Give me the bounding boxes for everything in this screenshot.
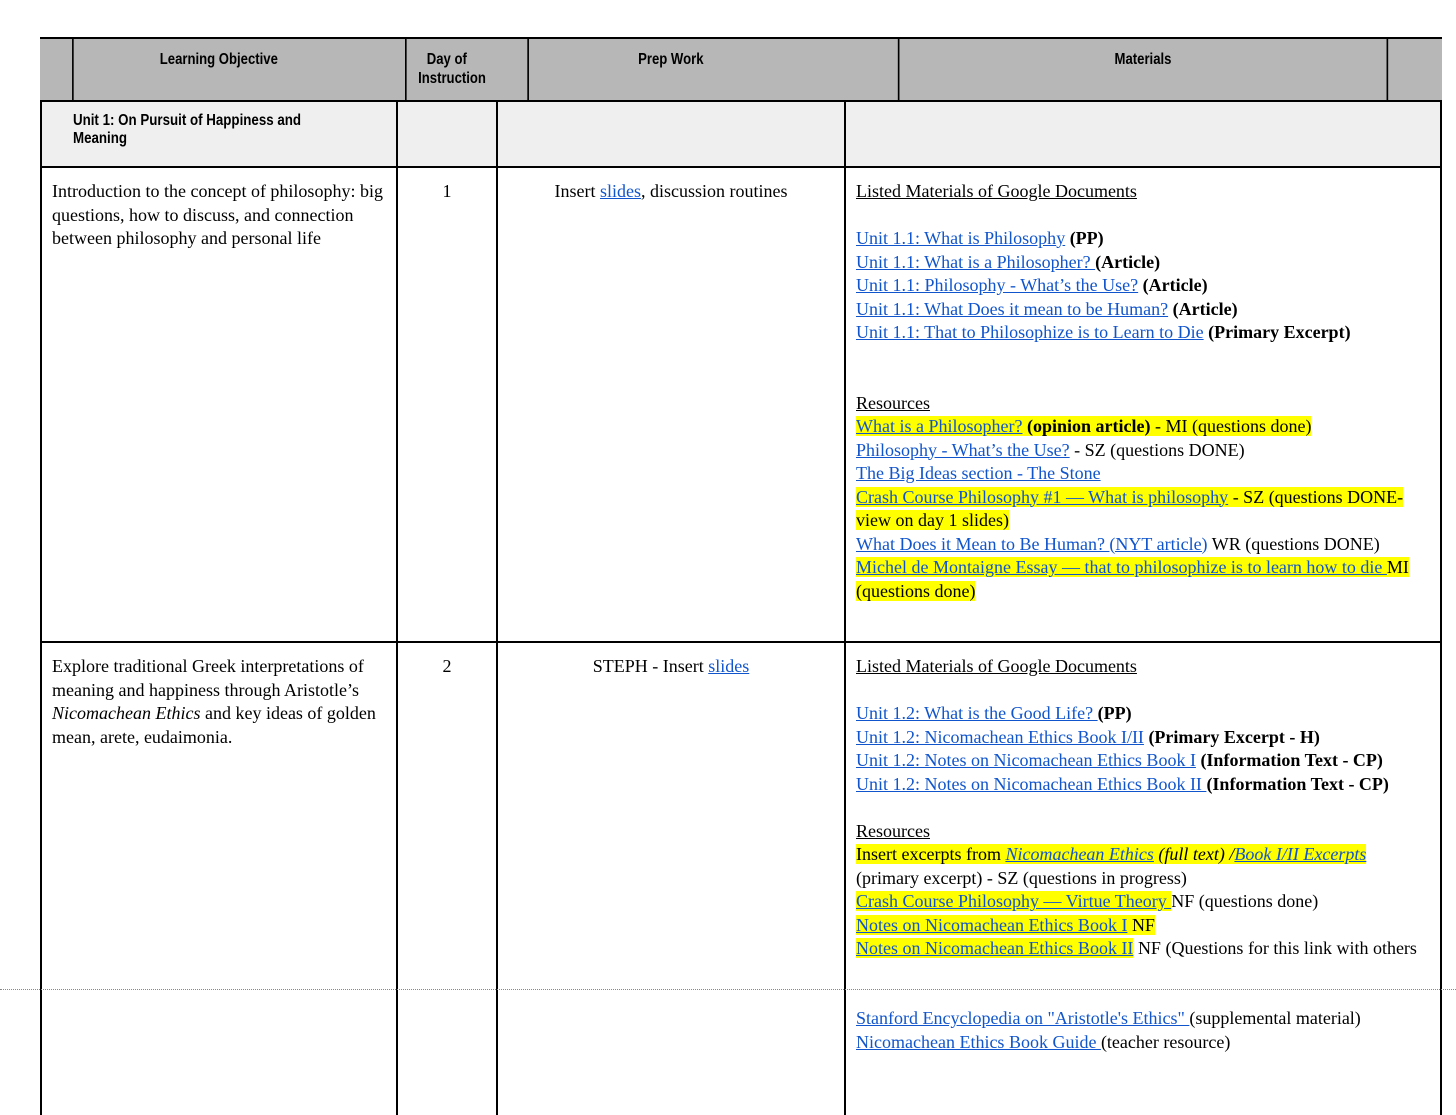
doc-link[interactable]: Unit 1.1: What is a Philosopher?	[856, 251, 1096, 272]
slides-link[interactable]: slides	[708, 656, 750, 676]
doc-item: Unit 1.2: What is the Good Life? (PP)	[856, 703, 1132, 723]
resource-link[interactable]: Nicomachean Ethics	[1005, 844, 1154, 864]
materials-cell	[844, 995, 1442, 1115]
doc-item: Unit 1.1: What is a Philosopher? (Article)	[856, 251, 1161, 272]
resource-link[interactable]: The Big Ideas section - The Stone	[856, 463, 1101, 483]
resource-item: Notes on Nicomachean Ethics Book I NF	[856, 914, 1155, 935]
doc-item: Unit 1.1: Philosophy - What’s the Use? (Article)	[856, 275, 1208, 295]
learning-objective-cell: Introduction to the concept of philosophy: big questions, how to discuss, and connection between philosophy and personal life	[40, 168, 396, 641]
resource-link[interactable]: Notes on Nicomachean Ethics Book II	[856, 938, 1134, 958]
materials-cell	[844, 643, 1442, 995]
resource-item: Michel de Montaigne Essay — that to philosophize is to learn how to die MI (questions done)	[856, 557, 1409, 601]
resource-link[interactable]: Nicomachean Ethics Book Guide	[856, 1031, 1101, 1052]
day-cell: 2	[396, 643, 496, 995]
resource-item: What is a Philosopher? (opinion article) - MI (questions done)	[856, 416, 1312, 436]
materials-heading: Listed Materials of Google Documents	[856, 181, 1137, 201]
header-day-of-instruction: Day of Instruction	[405, 39, 487, 100]
resource-item: Stanford Encyclopedia on "Aristotle's Ethics" (supplemental material)	[856, 1008, 1361, 1028]
lesson-plan-table	[40, 37, 1442, 1115]
doc-link[interactable]: Unit 1.1: That to Philosophize is to Learn to Die	[856, 322, 1204, 342]
resource-item: What Does it Mean to Be Human? (NYT article) WR (questions DONE)	[856, 533, 1380, 554]
resource-item: Crash Course Philosophy — Virtue Theory NF (questions done)	[856, 891, 1319, 911]
doc-link[interactable]: Unit 1.1: What is Philosoph	[856, 228, 1057, 248]
doc-item: Unit 1.1: What is Philosophy (PP)	[856, 228, 1104, 248]
resource-link[interactable]: What is a Philosopher?	[856, 416, 1023, 436]
doc-link[interactable]: Unit 1.1: Philosophy - What’s the Use?	[856, 275, 1139, 295]
header-materials: Materials	[898, 39, 1388, 100]
resource-link[interactable]: Crash Course Philosophy — Virtue Theory	[856, 891, 1172, 911]
table-row	[40, 643, 1442, 995]
resource-link[interactable]: What Does it Mean to Be Human? (NYT article)	[856, 533, 1208, 554]
resource-item: Notes on Nicomachean Ethics Book II NF (Questions for this link with others	[856, 938, 1417, 958]
unit-row	[40, 102, 1442, 168]
header-prep-work: Prep Work	[527, 39, 812, 100]
resource-item: Crash Course Philosophy #1 — What is philosophy - SZ (questions DONE- view on day 1 slides)	[856, 486, 1404, 530]
resource-link[interactable]: Notes on Nicomachean Ethics Book I	[856, 914, 1128, 935]
doc-item: Unit 1.2: Nicomachean Ethics Book I/II (Primary Excerpt - H)	[856, 726, 1320, 747]
resources-heading: Resources	[856, 392, 930, 413]
resource-link[interactable]: Book I/II Excerpts	[1234, 844, 1367, 864]
resource-link[interactable]: Stanford Encyclopedia on "Aristotle's Ethics"	[856, 1008, 1190, 1028]
doc-link[interactable]: Unit 1.2: Notes on Nicomachean Ethics Book II	[856, 773, 1207, 794]
table-row-continuation	[40, 995, 1442, 1115]
resources-heading: Resources	[856, 820, 930, 841]
doc-link[interactable]: Unit 1.2: Notes on Nicomachean Ethics Book I	[856, 750, 1196, 770]
resource-item	[856, 462, 1430, 486]
prep-work-cell: Insert slides, discussion routines	[496, 168, 844, 641]
resource-link[interactable]: Crash Course Philosophy #1 — What is philosophy	[856, 486, 1229, 507]
doc-item: Unit 1.1: That to Philosophize is to Learn to Die (Primary Excerpt)	[856, 322, 1351, 342]
table-header-row	[40, 37, 1442, 102]
resource-item: Philosophy - What’s the Use? - SZ (questions DONE)	[856, 439, 1245, 460]
doc-item: Unit 1.2: Notes on Nicomachean Ethics Book I (Information Text - CP)	[856, 750, 1383, 770]
day-cell: 1	[396, 168, 496, 641]
doc-item: Unit 1.1: What Does it mean to be Human? (Article)	[856, 298, 1238, 319]
doc-link[interactable]: Unit 1.2: Nicomachean Ethics Book I/II	[856, 726, 1144, 747]
doc-link[interactable]: Unit 1.1: What Does it mean to be Human?	[856, 298, 1169, 319]
header-learning-objective: Learning Objective	[72, 39, 364, 100]
resource-link[interactable]: Philosophy - What’s the Use?	[856, 439, 1070, 460]
unit-title: Unit 1: On Pursuit of Happiness and Meaning	[40, 102, 396, 166]
table-row	[40, 168, 1442, 643]
materials-cell	[844, 168, 1442, 641]
slides-link[interactable]: slides	[599, 181, 641, 201]
learning-objective-cell: Explore traditional Greek interpretations of meaning and happiness through Aristotle’s Nicomachean Ethics and key ideas of golden mean, arete, eudaimonia.	[40, 643, 396, 995]
resource-item: Insert excerpts from Nicomachean Ethics (full text) /Book I/II Excerpts (primary excerpt) - SZ (questions in progress)	[856, 844, 1367, 888]
page-break-line	[0, 989, 1456, 990]
doc-link[interactable]: Unit 1.2: What is the Good Life?	[856, 703, 1098, 723]
resource-item: Nicomachean Ethics Book Guide (teacher resource)	[856, 1031, 1231, 1052]
materials-heading: Listed Materials of Google Documents	[856, 656, 1137, 676]
prep-work-cell: STEPH - Insert slides	[496, 643, 844, 995]
doc-item: Unit 1.2: Notes on Nicomachean Ethics Book II (Information Text - CP)	[856, 773, 1389, 794]
resource-link[interactable]: Michel de Montaigne Essay — that to philosophize is to learn how to die	[856, 557, 1387, 577]
